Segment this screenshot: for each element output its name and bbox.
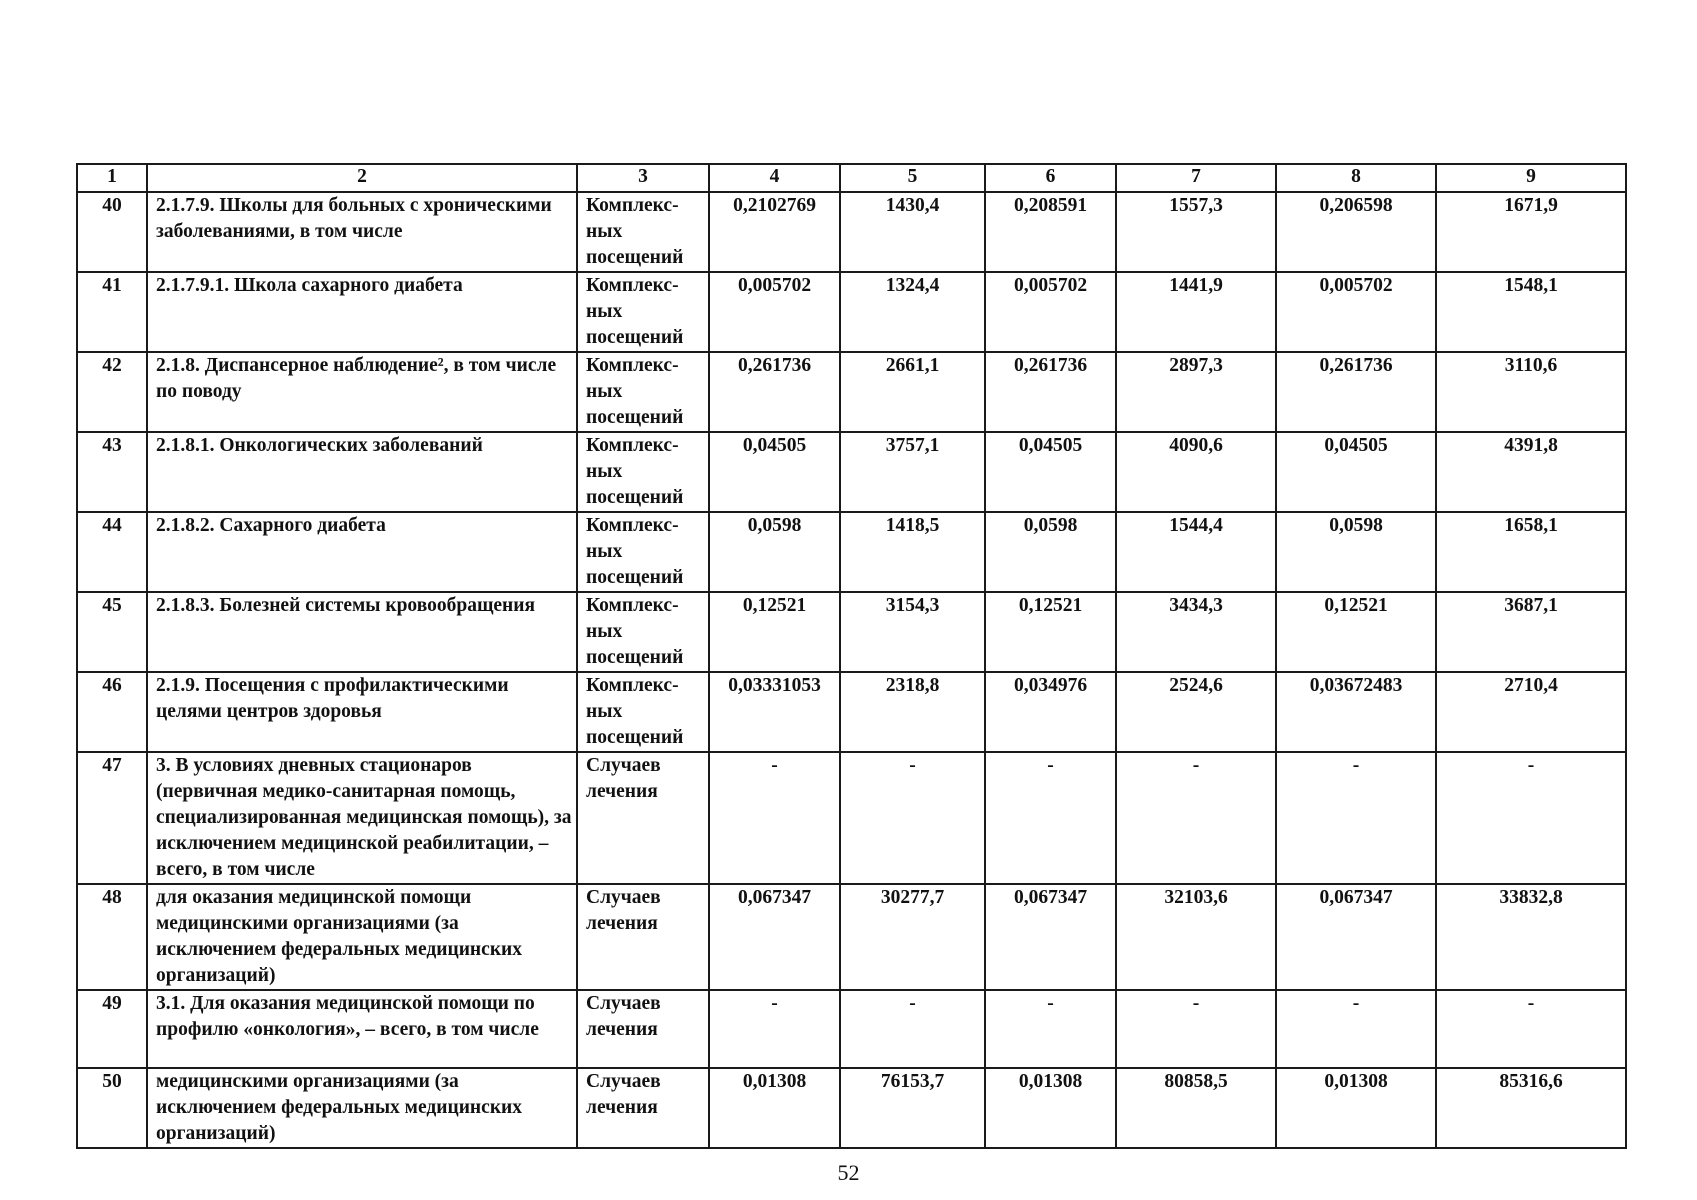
- table-row: [77, 512, 1626, 592]
- row-name: 2.1.7.9.1. Школа сахарного диабета: [147, 272, 577, 352]
- value-cell: 76153,7: [840, 1068, 985, 1148]
- row-name: 2.1.9. Посещения с профилактическими целями центров здоровья: [147, 672, 577, 752]
- value-cell: 0,01308: [1276, 1068, 1436, 1148]
- table-row: [77, 672, 1626, 752]
- row-unit: Случаев лечения: [577, 990, 709, 1068]
- value-cell: -: [840, 990, 985, 1068]
- row-number: 47: [77, 752, 147, 884]
- table-row: [77, 884, 1626, 990]
- value-cell: -: [1436, 990, 1626, 1068]
- column-header: 8: [1276, 164, 1436, 192]
- value-cell: 0,01308: [985, 1068, 1116, 1148]
- row-unit: Комплекс-ных посещений: [577, 592, 709, 672]
- row-unit: Комплекс-ных посещений: [577, 272, 709, 352]
- value-cell: 2318,8: [840, 672, 985, 752]
- value-cell: 0,04505: [1276, 432, 1436, 512]
- value-cell: 0,005702: [1276, 272, 1436, 352]
- value-cell: 4090,6: [1116, 432, 1276, 512]
- row-name: для оказания медицинской помощи медицинскими организациями (за исключением федеральных медицинских организаций): [147, 884, 577, 990]
- value-cell: -: [985, 990, 1116, 1068]
- row-unit: Комплекс-ных посещений: [577, 672, 709, 752]
- value-cell: 1418,5: [840, 512, 985, 592]
- row-unit: Комплекс-ных посещений: [577, 432, 709, 512]
- value-cell: 0,261736: [709, 352, 840, 432]
- value-cell: 1548,1: [1436, 272, 1626, 352]
- page-number: 52: [837, 1160, 860, 1185]
- row-unit: Случаев лечения: [577, 752, 709, 884]
- column-header: 5: [840, 164, 985, 192]
- value-cell: 0,12521: [1276, 592, 1436, 672]
- value-cell: 0,12521: [709, 592, 840, 672]
- row-name: 2.1.8. Диспансерное наблюдение², в том числе по поводу: [147, 352, 577, 432]
- value-cell: 1441,9: [1116, 272, 1276, 352]
- row-name: медицинскими организациями (за исключением федеральных медицинских организаций): [147, 1068, 577, 1148]
- table-row: [77, 990, 1626, 1068]
- value-cell: 1324,4: [840, 272, 985, 352]
- value-cell: 0,04505: [985, 432, 1116, 512]
- row-name: 3.1. Для оказания медицинской помощи по профилю «онкология», – всего, в том числе: [147, 990, 577, 1068]
- row-unit: Комплекс-ных посещений: [577, 512, 709, 592]
- row-name: 3. В условиях дневных стационаров (первичная медико-санитарная помощь, специализированная медицинская помощь), за исключением медицинской реабилитации, – всего, в том числе: [147, 752, 577, 884]
- value-cell: -: [1276, 752, 1436, 884]
- row-unit: Случаев лечения: [577, 884, 709, 990]
- column-header: 9: [1436, 164, 1626, 192]
- value-cell: 0,01308: [709, 1068, 840, 1148]
- value-cell: 1544,4: [1116, 512, 1276, 592]
- value-cell: 2897,3: [1116, 352, 1276, 432]
- value-cell: 30277,7: [840, 884, 985, 990]
- table-row: [77, 432, 1626, 512]
- column-header: 1: [77, 164, 147, 192]
- row-number: 45: [77, 592, 147, 672]
- row-unit: Комплекс-ных посещений: [577, 192, 709, 272]
- value-cell: 0,034976: [985, 672, 1116, 752]
- row-name: 2.1.8.1. Онкологических заболеваний: [147, 432, 577, 512]
- value-cell: 0,005702: [985, 272, 1116, 352]
- value-cell: 0,261736: [1276, 352, 1436, 432]
- value-cell: 0,0598: [985, 512, 1116, 592]
- row-unit: Комплекс-ных посещений: [577, 352, 709, 432]
- value-cell: 2661,1: [840, 352, 985, 432]
- value-cell: -: [1436, 752, 1626, 884]
- value-cell: 0,03331053: [709, 672, 840, 752]
- value-cell: 0,261736: [985, 352, 1116, 432]
- value-cell: 1557,3: [1116, 192, 1276, 272]
- column-header: 7: [1116, 164, 1276, 192]
- value-cell: 1671,9: [1436, 192, 1626, 272]
- value-cell: -: [1116, 990, 1276, 1068]
- row-number: 40: [77, 192, 147, 272]
- value-cell: 32103,6: [1116, 884, 1276, 990]
- value-cell: 3154,3: [840, 592, 985, 672]
- value-cell: 0,206598: [1276, 192, 1436, 272]
- table-row: [77, 272, 1626, 352]
- value-cell: 0,067347: [709, 884, 840, 990]
- column-header: 3: [577, 164, 709, 192]
- row-name: 2.1.8.3. Болезней системы кровообращения: [147, 592, 577, 672]
- value-cell: 0,067347: [1276, 884, 1436, 990]
- row-number: 49: [77, 990, 147, 1068]
- row-number: 41: [77, 272, 147, 352]
- data-table: [76, 163, 1627, 1149]
- value-cell: -: [1116, 752, 1276, 884]
- row-number: 46: [77, 672, 147, 752]
- row-number: 50: [77, 1068, 147, 1148]
- column-header: 6: [985, 164, 1116, 192]
- row-name: 2.1.7.9. Школы для больных с хроническими заболеваниями, в том числе: [147, 192, 577, 272]
- value-cell: 3687,1: [1436, 592, 1626, 672]
- table-row: [77, 592, 1626, 672]
- row-number: 42: [77, 352, 147, 432]
- row-number: 44: [77, 512, 147, 592]
- table-row: [77, 352, 1626, 432]
- value-cell: 0,04505: [709, 432, 840, 512]
- row-number: 48: [77, 884, 147, 990]
- column-number-row: [77, 164, 1626, 192]
- table-row: [77, 1068, 1626, 1148]
- value-cell: 3110,6: [1436, 352, 1626, 432]
- value-cell: 0,03672483: [1276, 672, 1436, 752]
- value-cell: -: [985, 752, 1116, 884]
- value-cell: -: [840, 752, 985, 884]
- value-cell: 80858,5: [1116, 1068, 1276, 1148]
- value-cell: -: [1276, 990, 1436, 1068]
- value-cell: 0,067347: [985, 884, 1116, 990]
- row-unit: Случаев лечения: [577, 1068, 709, 1148]
- row-number: 43: [77, 432, 147, 512]
- value-cell: 0,2102769: [709, 192, 840, 272]
- value-cell: 4391,8: [1436, 432, 1626, 512]
- row-name: 2.1.8.2. Сахарного диабета: [147, 512, 577, 592]
- value-cell: 33832,8: [1436, 884, 1626, 990]
- value-cell: 0,005702: [709, 272, 840, 352]
- value-cell: 0,0598: [1276, 512, 1436, 592]
- value-cell: 2710,4: [1436, 672, 1626, 752]
- table-row: [77, 192, 1626, 272]
- value-cell: 3757,1: [840, 432, 985, 512]
- column-header: 2: [147, 164, 577, 192]
- value-cell: 1658,1: [1436, 512, 1626, 592]
- column-header: 4: [709, 164, 840, 192]
- value-cell: 2524,6: [1116, 672, 1276, 752]
- value-cell: 0,12521: [985, 592, 1116, 672]
- value-cell: -: [709, 990, 840, 1068]
- value-cell: 0,0598: [709, 512, 840, 592]
- value-cell: 1430,4: [840, 192, 985, 272]
- value-cell: 0,208591: [985, 192, 1116, 272]
- table-row: [77, 752, 1626, 884]
- value-cell: -: [709, 752, 840, 884]
- value-cell: 3434,3: [1116, 592, 1276, 672]
- value-cell: 85316,6: [1436, 1068, 1626, 1148]
